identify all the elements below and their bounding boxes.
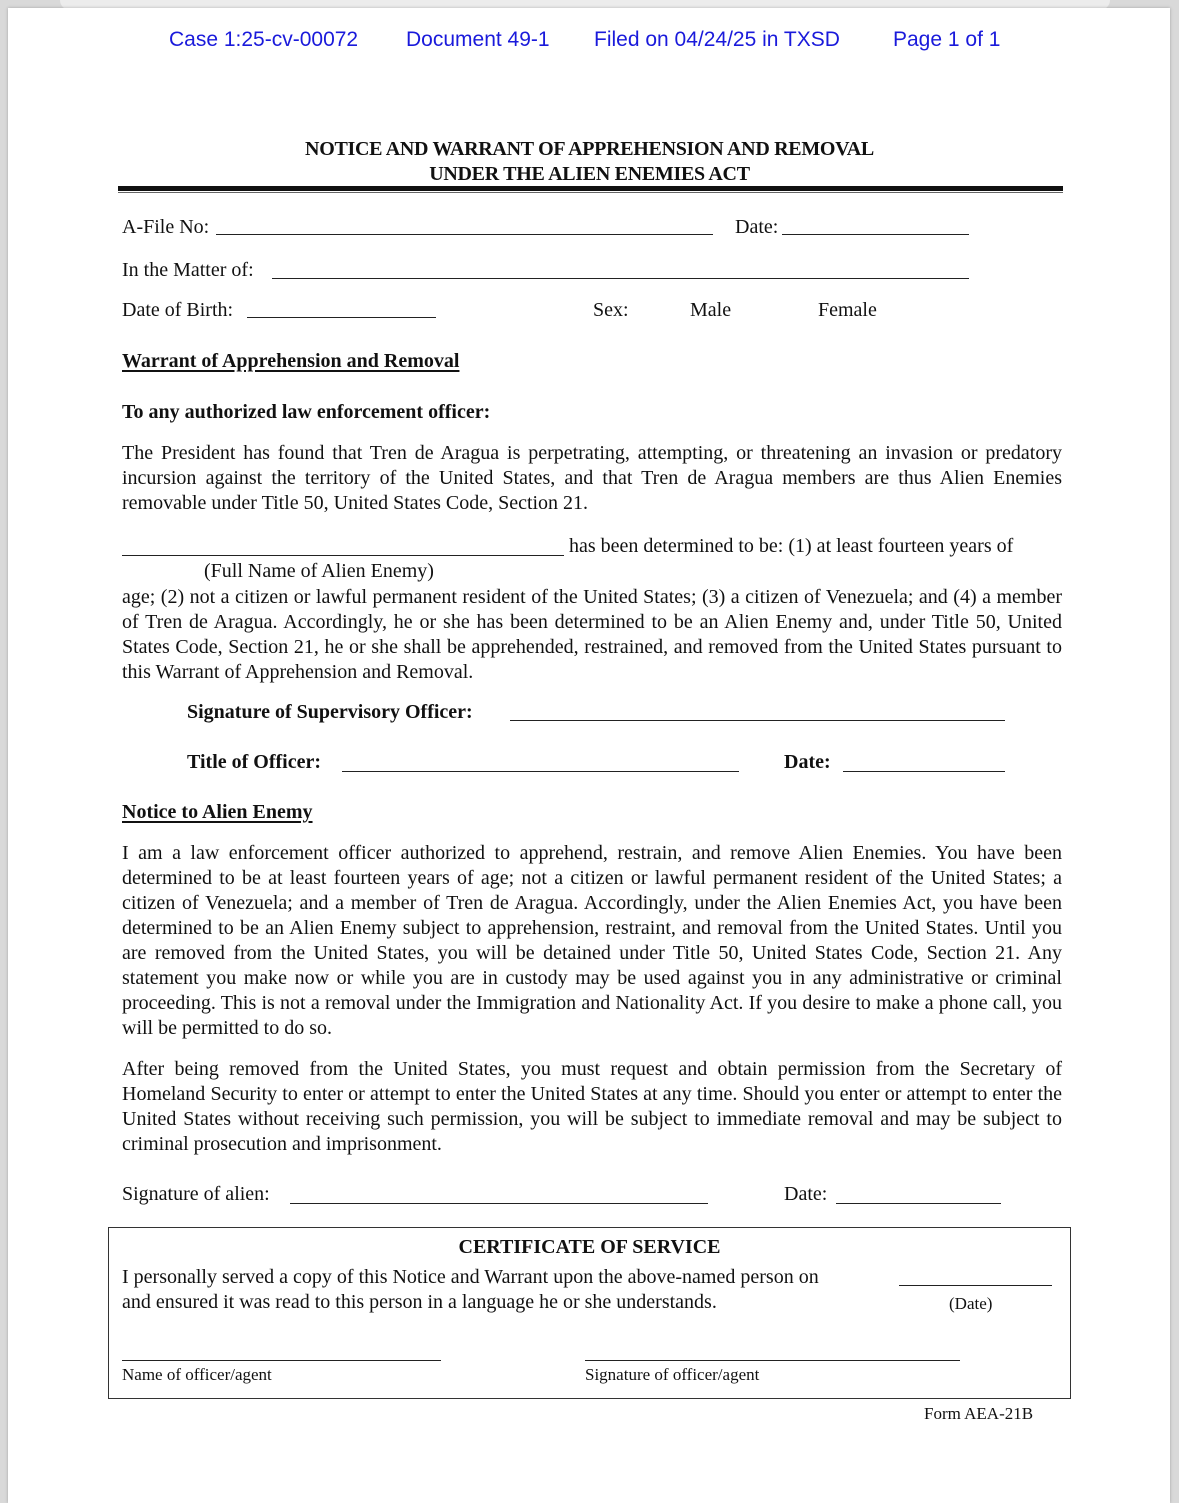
service-date-field[interactable] <box>899 1285 1052 1286</box>
officer-name-caption: Name of officer/agent <box>122 1365 272 1384</box>
form-title-line-2: UNDER THE ALIEN ENEMIES ACT <box>429 163 750 185</box>
officer-title-field[interactable] <box>342 771 739 772</box>
alien-name-caption: (Full Name of Alien Enemy) <box>204 560 434 582</box>
determination-lead: has been determined to be: (1) at least fourteen years of <box>569 535 1014 557</box>
alien-date-field[interactable] <box>836 1203 1001 1204</box>
filed-date: Filed on 04/24/25 in TXSD <box>594 28 840 51</box>
date-field[interactable] <box>782 234 969 235</box>
sex-option-male[interactable]: Male <box>690 299 732 321</box>
sex-label: Sex: <box>593 299 629 321</box>
supervisor-signature-field[interactable] <box>510 720 1005 721</box>
warrant-salutation: To any authorized law enforcement officer: <box>122 401 491 423</box>
warrant-heading: Warrant of Apprehension and Removal <box>122 350 460 372</box>
officer-signature-field[interactable] <box>585 1360 960 1361</box>
document-number: Document 49-1 <box>406 28 550 51</box>
matter-field[interactable] <box>272 278 969 279</box>
matter-label: In the Matter of: <box>122 259 254 281</box>
date-label: Date: <box>735 216 779 238</box>
form-title <box>0 137 1179 187</box>
title-divider-thin <box>118 192 1063 193</box>
officer-signature-caption: Signature of officer/agent <box>585 1365 760 1384</box>
dob-label: Date of Birth: <box>122 299 234 321</box>
determination-text: age; (2) not a citizen or lawful permanent resident of the United States; (3) a citizen of Venezuela; and (4) a member of Tren de Aragua. Accordingly, he or she has been determined to be an Alien Enemy and, under Title 50, United States Code, Section 21, he or she shall be apprehended, restrained, and removed from the United States pursuant to this Warrant of Apprehension and Removal. <box>122 586 1062 683</box>
page-count: Page 1 of 1 <box>893 28 1001 51</box>
alien-date-label: Date: <box>784 1183 828 1205</box>
warrant-finding: The President has found that Tren de Aragua is perpetrating, attempting, or threatening an invasion or predatory incursion against the territory of the United States, and that Tren de Aragua members are thus Alien Enemies removable under Title 50, United States Code, Section 21. <box>122 442 1062 514</box>
officer-title-label: Title of Officer: <box>187 751 322 773</box>
alien-signature-label: Signature of alien: <box>122 1183 270 1205</box>
certificate-heading: CERTIFICATE OF SERVICE <box>458 1236 721 1258</box>
officer-date-label: Date: <box>784 751 831 773</box>
certificate-line-1: I personally served a copy of this Notice and Warrant upon the above-named person on <box>122 1266 819 1288</box>
form-title-line-1: NOTICE AND WARRANT OF APPREHENSION AND REMOVAL <box>305 138 874 160</box>
supervisor-signature-label: Signature of Supervisory Officer: <box>187 701 473 723</box>
officer-date-field[interactable] <box>843 771 1005 772</box>
notice-heading: Notice to Alien Enemy <box>122 801 313 823</box>
certificate-line-2: and ensured it was read to this person in a language he or she understands. <box>122 1291 717 1313</box>
notice-paragraph-1: I am a law enforcement officer authorized to apprehend, restrain, and remove Alien Enemies. You have been determined to be at least fourteen years of age; not a citizen or lawful permanent resident of the United States; a citizen of Venezuela; and a member of Tren de Aragua. Accordingly, under the Alien Enemies Act, you have been determined to be an Alien Enemy subject to apprehension, restraint, and removal from the United States. Until you are removed from the United States, you will be detained under Title 50, United States Code, Section 21. Any statement you make now or while you are in custody may be used against you in any administrative or criminal proceeding. This is not a removal under the Immigration and Nationality Act. If you desire to make a phone call, you will be permitted to do so. <box>122 842 1062 1039</box>
case-number: Case 1:25-cv-00072 <box>169 28 359 51</box>
form-id: Form AEA-21B <box>924 1404 1034 1423</box>
service-date-caption: (Date) <box>949 1294 993 1313</box>
officer-name-field[interactable] <box>122 1360 441 1361</box>
alien-signature-field[interactable] <box>290 1203 708 1204</box>
a-file-field[interactable] <box>216 234 713 235</box>
title-divider <box>118 186 1063 191</box>
dob-field[interactable] <box>247 317 436 318</box>
sex-option-female[interactable]: Female <box>818 299 877 321</box>
notice-paragraph-2: After being removed from the United States, you must request and obtain permission from the Secretary of Homeland Security to enter or attempt to enter the United States at any time. Should you enter or attempt to enter the United States without receiving such permission, you will be subject to immediate removal and may be subject to criminal prosecution and imprisonment. <box>122 1058 1062 1155</box>
alien-name-field[interactable] <box>122 555 564 556</box>
a-file-label: A-File No: <box>122 216 210 238</box>
